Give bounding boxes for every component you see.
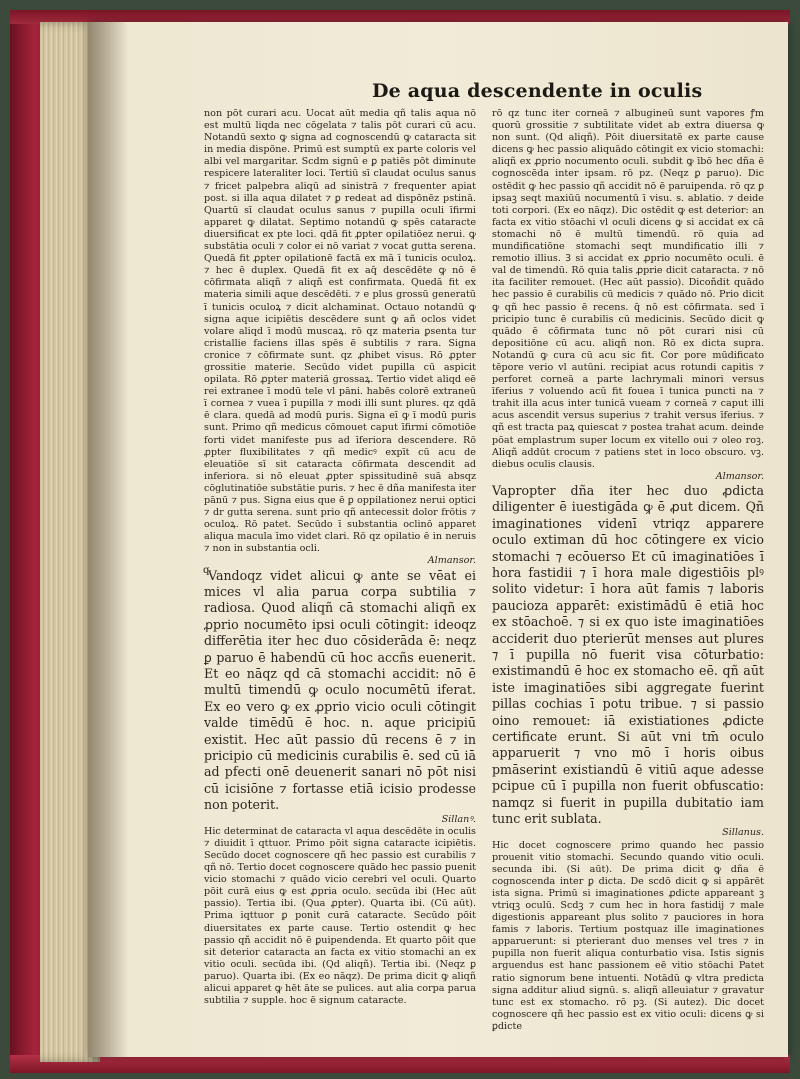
left-paragraph-1: non pōt curari acu. Uocat aūt media qñ talis aqua nō est multū liqda nec cōgelata ⁊ talis pōt curari cū acu. Notandū sexto ꝙ signa ad cognoscendū ꝙ cataracta sit in media dispōne. Primū est sumptū ex parte coloris vel albi vel margaritar. Scdm signū e ꝑ patiēs pōt diminute respicere lateraliter loci. Tertiū sī claudat oculus sanus ⁊ fricet palpebra aliqū ad sinistrā ⁊ frequenter apiat post. si illa aqua dilatet ⁊ ꝑ redeat ad dispōnēz pstinā. Quartū sī claudat oculus sanus ⁊ pupilla oculi īfirmi apparet ꝙ dilatat. Septimo notandū ꝙ spēs cataracte diuersificat ex pte loci. qdā fit ꝓpter opilatiōez nerui. ꝙ substātia oculi ⁊ color ei nō variat ⁊ vocat gutta serena. Quedā fit ꝓpter opilationē factā ex mā ī tunicis oculoꝝ. ⁊ hec ē duplex. Quedā fit ex aq̄ descēdēte ꝙ nō ē cōfirmata aliqñ ⁊ aliqñ est confirmata. Quedā fit ex materia simili aque descēdēti. ⁊ e plus grossū generatū ī tunicis oculoꝝ ⁊ dicit alchaminat. Octauo notandū ꝙ signa aque icipiētis descēdere sunt ꝙ añ oclos videt volare aliqd ī modū muscaꝝ. rō qz materia ꝑsenta tur cristallie faciens illas spēs ē subtilis ⁊ rara. Signa cronice ⁊ cōfirmate sunt. qz ꝓhibet visus. Rō ꝓpter grossitie materie. Secūdo videt pupilla cū aspicit opilata. Rō ꝓpter materiā grossaꝝ. Tertio videt aliqd eē rei extranee ī modū tele vl pāni. habēs colorē extraneū ī cornea ⁊ vuea ī pupilla ⁊ modi illi sunt plures. qz qdā ē clara. quedā ad modū puris. Signa eī ꝙ ī modū puris sunt. Primo qñ medicus cōmouet caput īfirmi cōmotiōe forti videt manifeste pus ad īferiora descendere. Rō ꝓpter fluxibilitates ⁊ qñ medicꝰ expīt cū acu de eleuatiōe sī sit cataracta cōfirmata descendit ad inferiora. si nō eleuat ꝓpter spissitudinē suā absqz cōglutinatiōe substātie puris. ⁊ hec ē dña manifesta iter pānū ⁊ pus. Signa eius que ē ꝑ oppilationez nerui optici ⁊ dr gutta serena. sunt prio qñ antecessit dolor frōtis ⁊ oculoꝝ. Rō patet. Secūdo ī substantia oclinō apparet aliqua macula īmo videt clari. Rō qz opilatio ē in neruis ⁊ non in substantia ocli. — [204, 108, 476, 555]
left-signature-sillanus: Sillanꝰ. — [441, 813, 476, 825]
left-paragraph-3: Hic determinat de cataracta vl aqua descēdēte in oculis ⁊ diuidit ī qttuor. Primo pōit signa cataracte icipiētis. Secūdo docet cognoscere qñ hec passio est curabilis ⁊ qñ nō. Tertio docet cognoscere quādo hec passio puenit vicio stomachi ⁊ quādo vicio cerebri vel oculi. Quarto pōit curā eius ꝙ est ꝓpria oculo. secūda ibi (Hec aūt passio). Tertia ibi. (Qua ꝓpter). Quarta ibi. (Cū aūt). Prima iqttuor ꝑ ponit curā cataracte. Secūdo pōit diuersitates ex parte cause. Tertio ostendit ꝙ hec passio qñ accidit nō ē ꝑuipendenda. Et quarto pōit que sit deterior cataracta an facta ex vitio stomachi an ex vitio oculi. secūda ibi. (Qd aliqñ). Tertia ibi. (Neqz ꝑ paruo). Quarta ibi. (Ex eo nāqz). De prima dicit ꝙ aliqñ alicui apparet ꝙ hēt āte se pulices. aut alia corpa parua subtilia ⁊ supple. hoc ē signum cataracte. — [204, 825, 476, 1007]
running-head: De aqua descendente in oculis — [372, 80, 703, 102]
gutter-shadow — [88, 22, 128, 1057]
guide-letter: q — [203, 565, 210, 576]
right-paragraph-1: rō qz tunc iter corneā ⁊ albugineū sunt vapores ꝭm quorū grossitie ⁊ subtilitate videt ab extra diuersa ꝙ non sunt. (Qd aliqñ). Pōit diuersitatē ex parte cause dicens ꝙ hec passio aliquādo cōtingit ex vicio stomachi: aliqñ ex ꝓprio nocumento oculi. subdit ꝙ ībō hec dña ē cognoscēda inter ipsam. rō pz. (Neqz ꝑ paruo). Dic ostēdit ꝙ hec passio qñ accidit nō ē paruipenda. rō qz ꝑ ipsaꝫ seqt maxiūū nocumentū ī visu. s. ablatio. ⁊ deide toti corpori. (Ex eo nāqz). Dic ostēdit ꝙ est deterior: an facta ex vitio stōachi vl oculi dicens ꝙ si accidat ex cā stomachi nō ē multū timendū. rō quia ad mundificatiōne stomachi seqt mundificatio illi ⁊ remotio illius. Ꝫ si accidat ex ꝓprio nocumēto oculi. ē val de timendū. Rō quia talis ꝓprie dicit cataracta. ⁊ nō ita faciliter remouet. (Hec aūt passio). Dicoñdit quādo hec passio ē curabilis cū medicis ⁊ quādo nō. Prio dicit ꝙ qñ hec passio ē recens. q̄ nō est cōfirmata. sed ī pricipio tunc ē curabilis cū medicinis. Secūdo dicit ꝙ quādo ē cōfirmata tunc nō pōt curari nisi cū depositiōne cū acu. aliqñ non. Rō ex dicta supra. Notandū ꝙ cura cū acu sic fit. Cor pore mūdificato tēpore verio vl autūni. recipiat acus rotundi capitis ⁊ perforet corneā a parte lachrymali minori versus īferius ⁊ voluendo acū fit fouea ī tunica puncti na ⁊ trahit illa acus inter tunicā vueam ⁊ corneā ⁊ caput illi acus ascendit versus superius ⁊ trahit versus īferius. ⁊ qñ est tracta paꝝ quiescat ⁊ postea trahat acum. deinde pōat emplastrum super locum ex vitello oui ⁊ oleo roꝫ. Aliqñ addūt crocum ⁊ patiens stet in loco obscuro. vꝫ. diebus oculis clausis. — [492, 108, 764, 470]
right-text-column — [492, 108, 764, 1032]
right-paragraph-2: Vapropter dña iter hec duo ꝓdicta diligenter ē iuestigāda ꝙ ē ꝓut dicem. Qñ imaginationes videnī vtriqz apparere oculo extiman dū hoc cōtingere ex vicio stomachi ⁊ ecōuerso Et cū imaginatiōes ī hora fastidii ⁊ ī hora male digestiōis plꝰ solito videtur: ī hora aūt famis ⁊ laboris paucioza apparēt: existimādū ē etiā hoc ex stōachoē. ⁊ si ex quo iste imaginatiōes acciderit duo pterierūt menses aut plures ⁊ ī pupilla nō fuerit visa cōturbatio: existimandū ē hoc ex stomacho eē. qñ aūt iste imaginatiōes sibi aggregate fuerint pillas cochias ī potu tribue. ⁊ si passio oino remouet: iā existiationes ꝓdicte certificate erunt. Si aūt vni tm̄ oculo apparuerit ⁊ vno mō ī horis oibus pmāserint existiandū ē vitiū aque adesse pcipue cū ī pupilla non fuerit obfuscatio: namqz si fuerit in pupilla dubitatio iam tunc erit sublata. — [492, 482, 764, 827]
left-text-column — [204, 108, 476, 1007]
book-cover-bottom — [10, 1055, 790, 1073]
right-paragraph-3: Hic docet cognoscere primo quando hec passio prouenit vitio stomachi. Secundo quando vitio oculi. secunda ibi. (Si aūt). De prima dicit ꝙ dña ē cognoscenda inter ꝑ dicta. De scdō dicit ꝙ si appārēt ista signa. Primū si imaginationes ꝓdicte appareant ꝫ vtriqꝫ oculū. Scdꝫ ⁊ cum hec in hora fastidij ⁊ male digestionis appareant plus solito ⁊ pauciores in hora famis ⁊ laboris. Tertium postquaz ille imaginationes apparuerunt: si pterierant duo menses vel tres ⁊ in pupilla non fuerit aliqua conturbatio visa. Istis signis arguendus est hanc passionem eē vitio stōachi Patet ratio signorum bene intuenti. Notādū ꝙ vltra predicta signa additur aliud signū. s. aliqñ alleuiatur ⁊ gravatur tunc est ex stomacho. rō pꝫ. (Si autez). Dic docet cognoscere qñ hec passio est ex vitio oculi: dicens ꝙ si ꝑdicte — [492, 839, 764, 1032]
left-signature-almansor: Almansor. — [427, 555, 476, 567]
left-paragraph-2-text: Vandoqz videt alicui ꝙ ante se vēat ei mices vl alia parua corpa subtilia ⁊ radiosa. Quod aliqñ cā stomachi aliqñ ex ꝓprio nocumēto ipsi oculi cōtingit: ideoqz differētia iter hec duo cōsiderāda ē: neqz ꝑ paruo ē habendū cū hoc accñs euenerit. Et eo nāqz qd cā stomachi accidit: nō ē multū timendū ꝙ oculo nocumētū iferat. Ex eo vero ꝙ ex ꝓprio vicio oculi cōtingit valde timēdū ē hoc. n. aque pricipiū existit. Hec aūt passio dū recens ē ⁊ in pricipio cū medicinis curabilis ē. sed cū iā ad pfecti onē deuenerit sanari nō pōt nisi cū icisiōne ⁊ fortasse etiā icisio prodesse non poterit. — [204, 567, 476, 813]
right-signature-almansor: Almansor. — [715, 470, 764, 482]
left-paragraph-2 — [204, 568, 476, 814]
right-signature-sillanus: Sillanus. — [722, 827, 764, 839]
